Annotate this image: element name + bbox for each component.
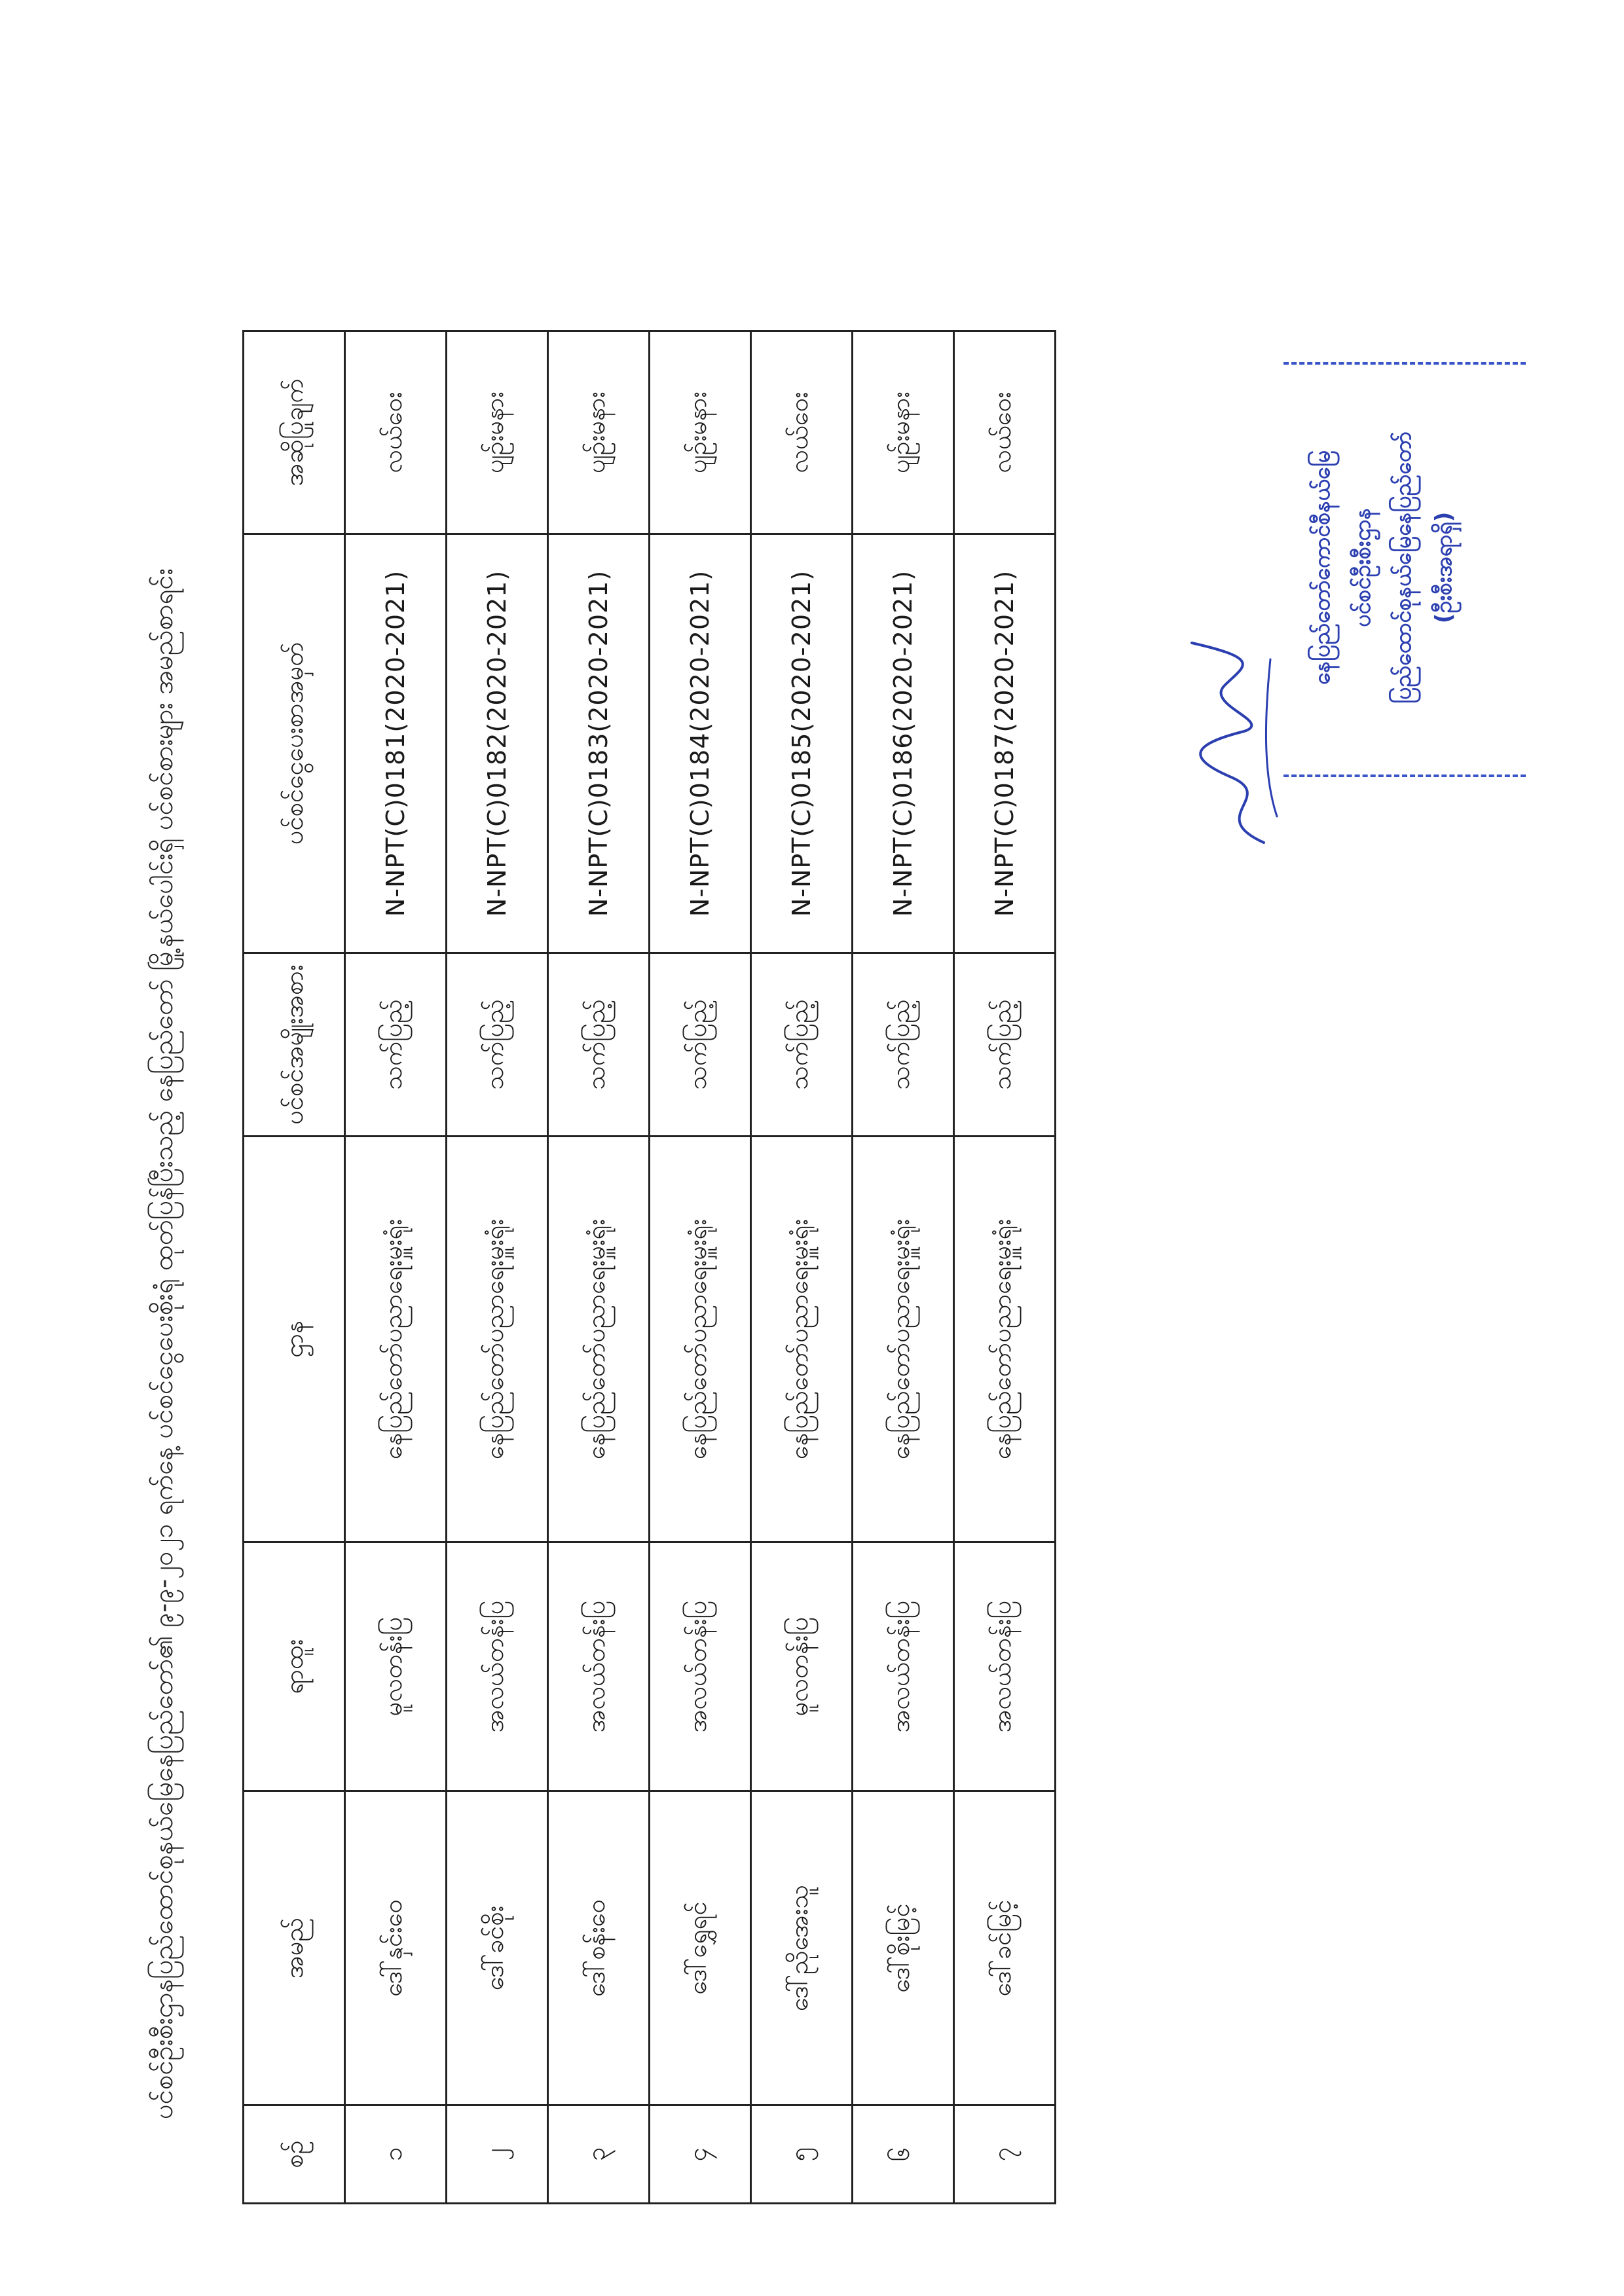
cell-remark: ပျဉ်းမနား xyxy=(447,331,548,534)
cell-remark: လယ်ဝေး xyxy=(751,331,853,534)
cell-remark: ပျဉ်းမနား xyxy=(548,331,650,534)
cell-name: ဒေါ်ညိုအေးသူ xyxy=(751,1791,853,2105)
cell-rank: အလယ်တန်းပြ xyxy=(853,1542,954,1791)
cell-no: ၆ xyxy=(853,2105,954,2204)
cell-code: N-NPT(C)0181(2020-2021) xyxy=(345,534,447,953)
stamp-line-1: နေပြည်တော်ကောင်စီနယ်မြေ xyxy=(1309,450,1335,685)
header-type xyxy=(244,953,345,1137)
header-type-label: ပင်စင်အမျိုးအစား xyxy=(280,964,308,1125)
header-name: အမည် xyxy=(244,1791,345,2105)
cell-name: ဒေါ်နှင်းဝေ xyxy=(345,1791,447,2105)
document-title: ပင်စင်ဦးစီးဌာနပြည်ထောင်စုနယ်မြေနေပြည်တော်၏ ၉-၉-၂၀၂၁ ရက်နေ့ ပင်စင်ငွေပေးစိုးရုံ ထုတ်ပြန်ပြီးသည့် နေပြည်တော် မြို့နယ်ပေါင်းရှိ ပင်စင်စားများ အမည်စာရင်း xyxy=(149,568,179,2119)
stamp-line-2: ပင်စင်ဦးစီးဌာန xyxy=(1350,508,1376,627)
cell-rank: အလယ်တန်းပြ xyxy=(548,1542,650,1791)
cell-rank: မူလတန်းပြ xyxy=(751,1542,853,1791)
table-row xyxy=(345,331,447,2204)
cell-remark: လယ်ဝေး xyxy=(345,331,447,534)
cell-remark: လယ်ဝေး xyxy=(954,331,1056,534)
cell-dept: နေပြည်တော်ပညာရေးမှူးရုံး xyxy=(345,1137,447,1542)
cell-dept: နေပြည်တော်ပညာရေးမှူးရုံး xyxy=(548,1137,650,1542)
table-row xyxy=(447,331,548,2204)
cell-no: ၇ xyxy=(954,2105,1056,2204)
header-code: ပင်စင်ငွေပေးစာအမှတ် xyxy=(244,534,345,953)
table-row xyxy=(751,331,853,2204)
cell-rank: အလယ်တန်းပြ xyxy=(954,1542,1056,1791)
table-row xyxy=(548,331,650,2204)
cell-code: N-NPT(C)0185(2020-2021) xyxy=(751,534,853,953)
cell-type: သက်ပြည့် xyxy=(447,953,548,1137)
cell-dept: နေပြည်တော်ပညာရေးမှူးရုံး xyxy=(853,1137,954,1542)
table-row xyxy=(650,331,751,2204)
cell-dept: နေပြည်တော်ပညာရေးမှူးရုံး xyxy=(650,1137,751,1542)
cell-name: ဒေါ်ခင်စိုး xyxy=(447,1791,548,2105)
official-stamp xyxy=(1283,358,1532,777)
signature xyxy=(1166,633,1297,856)
cell-type: သက်ပြည့် xyxy=(345,953,447,1137)
cell-no: ၂ xyxy=(447,2105,548,2204)
cell-no: ၅ xyxy=(751,2105,853,2204)
cell-type: သက်ပြည့် xyxy=(548,953,650,1137)
header-remark: အဆိုပြုချက် xyxy=(244,331,345,534)
cell-code: N-NPT(C)0187(2020-2021) xyxy=(954,534,1056,953)
pension-table xyxy=(242,330,1056,2204)
table-row xyxy=(954,331,1056,2204)
stamp-line-4: (ဦးစီးအရာရှိ) xyxy=(1431,511,1457,624)
cell-no: ၄ xyxy=(650,2105,751,2204)
cell-name: ဒေါ်ခင်မြင့် xyxy=(954,1791,1056,2105)
header-no: စဉ် xyxy=(244,2105,345,2204)
cell-remark: ပျဉ်းမနား xyxy=(650,331,751,534)
cell-code: N-NPT(C)0184(2020-2021) xyxy=(650,534,751,953)
cell-type: သက်ပြည့် xyxy=(954,953,1056,1137)
cell-type: သက်ပြည့် xyxy=(853,953,954,1137)
table-header-row xyxy=(244,331,345,2204)
cell-type: သက်ပြည့် xyxy=(650,953,751,1137)
cell-rank: မူလတန်းပြ xyxy=(345,1542,447,1791)
cell-dept: နေပြည်တော်ပညာရေးမှူးရုံး xyxy=(751,1137,853,1542)
cell-no: ၃ xyxy=(548,2105,650,2204)
cell-code: N-NPT(C)0186(2020-2021) xyxy=(853,534,954,953)
table-row xyxy=(853,331,954,2204)
cell-no: ၁ xyxy=(345,2105,447,2204)
cell-rank: အလယ်တန်းပြ xyxy=(447,1542,548,1791)
cell-code: N-NPT(C)0183(2020-2021) xyxy=(548,534,650,953)
cell-remark: ပျဉ်းမနား xyxy=(853,331,954,534)
header-rank: ရာထူး xyxy=(244,1542,345,1791)
cell-name: ဒေါ်စန်းဝေ xyxy=(548,1791,650,2105)
cell-dept: နေပြည်တော်ပညာရေးမှူးရုံး xyxy=(954,1137,1056,1542)
cell-rank: အလယ်တန်းပြ xyxy=(650,1542,751,1791)
header-dept: ဌာန xyxy=(244,1137,345,1542)
cell-name: ဒေါ်ရွှေရင် xyxy=(650,1791,751,2105)
stamp-line-3: ပြည်ထောင်စုနယ်မြေနေပြည်တော် xyxy=(1390,431,1416,704)
cell-code: N-NPT(C)0182(2020-2021) xyxy=(447,534,548,953)
cell-name: ဒေါ်စိုးမြင့် xyxy=(853,1791,954,2105)
cell-type: သက်ပြည့် xyxy=(751,953,853,1137)
cell-dept: နေပြည်တော်ပညာရေးမှူးရုံး xyxy=(447,1137,548,1542)
